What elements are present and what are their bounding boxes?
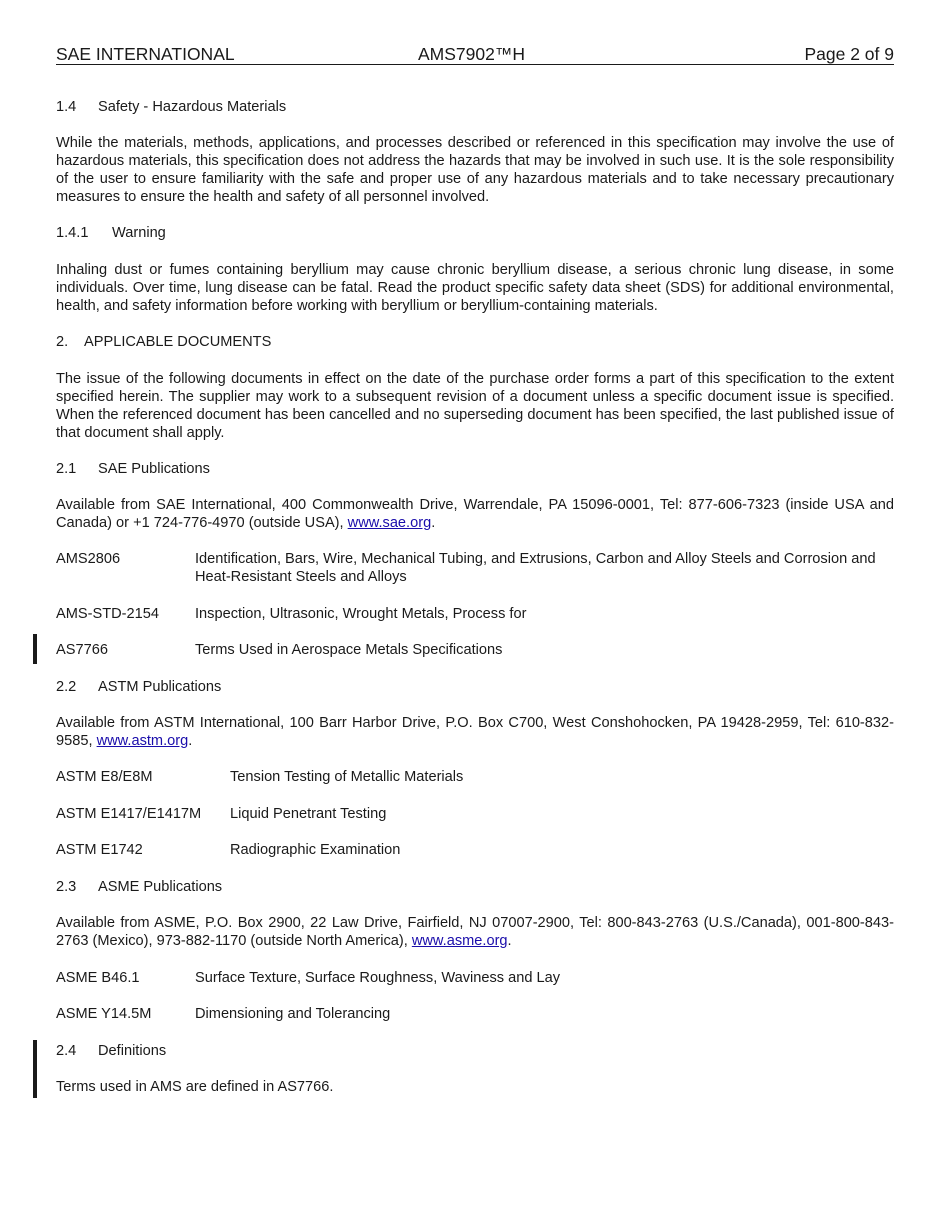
header-page-number: Page 2 of 9	[804, 44, 894, 64]
ref-title: Liquid Penetrant Testing	[230, 806, 387, 822]
header-doc-number: AMS7902™H	[418, 44, 525, 64]
ref-title: Inspection, Ultrasonic, Wrought Metals, Process for	[195, 606, 527, 622]
section-heading-1-4-1: 1.4.1 Warning	[56, 225, 166, 241]
change-bar	[33, 634, 37, 664]
section-1-4-1-body: Inhaling dust or fumes containing beryllium may cause chronic beryllium disease, a serious chronic lung disease, in some individuals. Over time, lung disease can be fatal. Read the product specific safety data sheet (SDS) for additional environmental, health, and safety information before working with beryllium or beryllium-containing materials.	[56, 262, 894, 314]
ref-row	[56, 841, 894, 859]
ref-title: Radiographic Examination	[230, 842, 401, 858]
ref-code: ASTM E1742	[56, 842, 143, 858]
page-header	[56, 44, 894, 65]
asme-link[interactable]: www.asme.org	[411, 933, 508, 949]
astm-availability: Available from ASTM International, 100 Barr Harbor Drive, P.O. Box C700, West Conshohocken, PA 19428-2959, Tel: 610-832-9585, www.astm.org.	[56, 715, 894, 749]
section-heading-2-4: 2.4 Definitions	[56, 1043, 167, 1059]
ref-row	[56, 768, 894, 786]
ref-title: Identification, Bars, Wire, Mechanical Tubing, and Extrusions, Carbon and Alloy Steels and Corrosion and Heat-Resistant Steels and Alloys	[195, 551, 876, 585]
ref-title: Surface Texture, Surface Roughness, Waviness and Lay	[195, 970, 561, 986]
ref-code: ASME Y14.5M	[56, 1006, 152, 1022]
ref-row	[56, 550, 894, 586]
ref-row	[56, 641, 894, 659]
ref-code: ASME B46.1	[56, 970, 140, 986]
ref-row	[56, 805, 894, 823]
ref-row	[56, 605, 894, 623]
ref-code: AS7766	[56, 642, 108, 658]
section-2-body: The issue of the following documents in effect on the date of the purchase order forms a part of this specification to the extent specified herein. The supplier may work to a subsequent revision of a document unless a specific document issue is specified. When the referenced document has been cancelled and no superseding document has been specified, the last published issue of that document shall apply.	[56, 371, 894, 441]
section-heading-2: 2. APPLICABLE DOCUMENTS	[56, 334, 272, 350]
header-org: SAE INTERNATIONAL	[56, 44, 235, 64]
asme-availability: Available from ASME, P.O. Box 2900, 22 Law Drive, Fairfield, NJ 07007-2900, Tel: 800-843-2763 (U.S./Canada), 001-800-843-2763 (Mexico), 973-882-1170 (outside North America), www.asme.org.	[56, 915, 894, 949]
change-bar	[33, 1040, 37, 1098]
ref-row	[56, 1005, 894, 1023]
ref-code: ASTM E1417/E1417M	[56, 806, 202, 822]
section-heading-2-3: 2.3 ASME Publications	[56, 879, 223, 895]
section-heading-2-2: 2.2 ASTM Publications	[56, 679, 222, 695]
ref-title: Terms Used in Aerospace Metals Specifications	[195, 642, 503, 658]
section-1-4-body: While the materials, methods, applications, and processes described or referenced in this specification may involve the use of hazardous materials, this specification does not address the hazards that may be involved in such use. It is the sole responsibility of the user to ensure familiarity with the safe and proper use of any hazardous materials and to take necessary precautionary measures to ensure the health and safety of all personnel involved.	[56, 135, 894, 205]
sae-availability: Available from SAE International, 400 Commonwealth Drive, Warrendale, PA 15096-0001, Tel: 877-606-7323 (inside USA and Canada) or +1 724-776-4970 (outside USA), www.sae.org.	[56, 497, 894, 531]
ref-code: AMS-STD-2154	[56, 606, 159, 622]
ref-title: Dimensioning and Tolerancing	[195, 1006, 391, 1022]
ref-code: AMS2806	[56, 551, 121, 567]
astm-link[interactable]: www.astm.org	[96, 733, 189, 749]
ref-title: Tension Testing of Metallic Materials	[230, 769, 464, 785]
ref-row	[56, 969, 894, 987]
sae-link[interactable]: www.sae.org	[347, 515, 432, 531]
section-heading-1-4: 1.4 Safety - Hazardous Materials	[56, 99, 287, 115]
ref-code: ASTM E8/E8M	[56, 769, 153, 785]
section-2-4-body: Terms used in AMS are defined in AS7766.	[56, 1079, 334, 1095]
section-heading-2-1: 2.1 SAE Publications	[56, 461, 210, 477]
